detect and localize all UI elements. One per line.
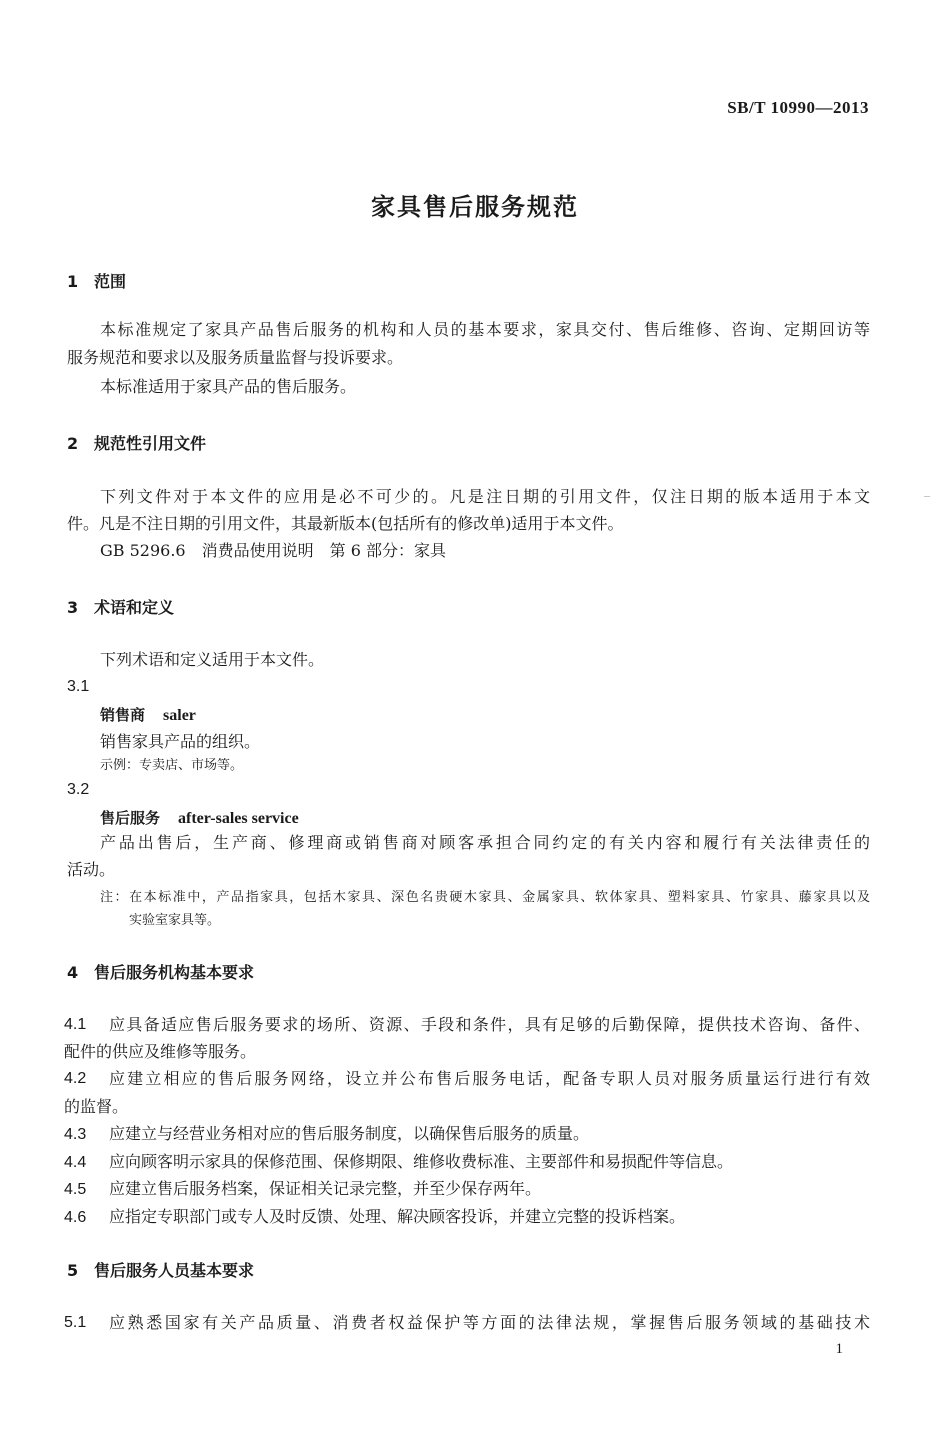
term-number: 3.2 xyxy=(67,781,90,798)
term-example: 示例：专卖店、市场等。 xyxy=(100,758,244,773)
scope-paragraph-line2: 服务规范和要求以及服务质量监督与投诉要求。 xyxy=(67,348,404,367)
section-number: 4 xyxy=(67,963,79,982)
clause-text: 应熟悉国家有关产品质量、消费者权益保护等方面的法律法规，掌握售后服务领域的基础技术 xyxy=(109,1313,870,1332)
scan-speck xyxy=(924,496,930,497)
section-title: 术语和定义 xyxy=(94,598,175,617)
clause-text: 应向顾客明示家具的保修范围、保修期限、维修收费标准、主要部件和易损配件等信息。 xyxy=(109,1152,734,1171)
clause-number: 4.1 xyxy=(64,1016,87,1033)
clause-4-1-line2: 配件的供应及维修等服务。 xyxy=(64,1042,257,1061)
clause-number: 4.4 xyxy=(64,1154,87,1171)
clause-text: 应建立与经营业务相对应的售后服务制度，以确保售后服务的质量。 xyxy=(109,1124,590,1143)
clause-4-6 xyxy=(64,1203,685,1231)
section-heading-institution xyxy=(67,960,254,983)
references-paragraph-line2: 件。凡是不注日期的引用文件，其最新版本(包括所有的修改单)适用于本文件。 xyxy=(67,514,624,533)
clause-4-4 xyxy=(64,1148,733,1176)
reference-item: GB 5296.6 消费品使用说明 第 6 部分：家具 xyxy=(100,541,446,560)
clause-number: 4.3 xyxy=(64,1126,87,1143)
term-definition-line2: 活动。 xyxy=(67,860,116,879)
clause-text: 应建立售后服务档案，保证相关记录完整，并至少保存两年。 xyxy=(109,1179,542,1198)
section-number: 3 xyxy=(67,598,79,617)
section-number: 1 xyxy=(67,272,79,291)
clause-number: 4.5 xyxy=(64,1181,87,1198)
clause-5-1 xyxy=(64,1309,870,1336)
term-definition: 销售家具产品的组织。 xyxy=(100,732,261,751)
page-number: 1 xyxy=(835,1341,843,1357)
clause-4-3 xyxy=(64,1120,589,1148)
section-heading-references xyxy=(67,431,206,454)
term-number: 3.1 xyxy=(67,678,90,695)
term-saler xyxy=(100,704,196,725)
section-title: 规范性引用文件 xyxy=(94,434,207,453)
scope-paragraph-line1: 本标准规定了家具产品售后服务的机构和人员的基本要求，家具交付、售后维修、咨询、定期回访等 xyxy=(100,320,870,339)
clause-text: 应建立相应的售后服务网络，设立并公布售后服务电话，配备专职人员对服务质量运行进行有效 xyxy=(109,1069,870,1088)
clause-4-5 xyxy=(64,1175,541,1203)
clause-number: 4.6 xyxy=(64,1209,87,1226)
references-paragraph-line1: 下列文件对于本文件的应用是必不可少的。凡是注日期的引用文件，仅注日期的版本适用于本文 xyxy=(100,487,870,506)
clause-4-1-line1 xyxy=(64,1011,870,1038)
section-number: 2 xyxy=(67,434,79,453)
term-english: saler xyxy=(163,707,196,724)
term-note-line1: 注：在本标准中，产品指家具，包括木家具、深色名贵硬木家具、金属家具、软体家具、塑料家具、竹家具、藤家具以及 xyxy=(100,890,870,905)
document-title: 家具售后服务规范 xyxy=(371,193,579,221)
term-english: after-sales service xyxy=(178,810,299,827)
clause-number: 5.1 xyxy=(64,1314,87,1331)
clause-number: 4.2 xyxy=(64,1070,87,1087)
section-number: 5 xyxy=(67,1261,79,1280)
clause-text: 应具备适应售后服务要求的场所、资源、手段和条件，具有足够的后勤保障，提供技术咨询、备件、 xyxy=(109,1015,870,1034)
section-title: 售后服务人员基本要求 xyxy=(94,1261,255,1280)
term-after-sales-service xyxy=(100,807,299,828)
term-note-line2: 实验室家具等。 xyxy=(129,913,221,928)
section-heading-scope xyxy=(67,269,126,292)
term-chinese: 销售商 xyxy=(100,706,146,724)
term-definition-line1: 产品出售后，生产商、修理商或销售商对顾客承担合同约定的有关内容和履行有关法律责任的 xyxy=(100,833,870,852)
section-heading-terms xyxy=(67,595,174,618)
section-title: 售后服务机构基本要求 xyxy=(94,963,255,982)
clause-text: 应指定专职部门或专人及时反馈、处理、解决顾客投诉，并建立完整的投诉档案。 xyxy=(109,1207,686,1226)
section-title: 范围 xyxy=(94,272,127,291)
clause-4-2-line1 xyxy=(64,1065,870,1092)
standard-number: SB/T 10990—2013 xyxy=(727,98,869,117)
clause-4-2-line2: 的监督。 xyxy=(64,1097,129,1116)
section-heading-personnel xyxy=(67,1258,254,1281)
scope-applicability: 本标准适用于家具产品的售后服务。 xyxy=(100,377,357,396)
terms-intro: 下列术语和定义适用于本文件。 xyxy=(100,650,325,669)
term-chinese: 售后服务 xyxy=(100,809,161,827)
